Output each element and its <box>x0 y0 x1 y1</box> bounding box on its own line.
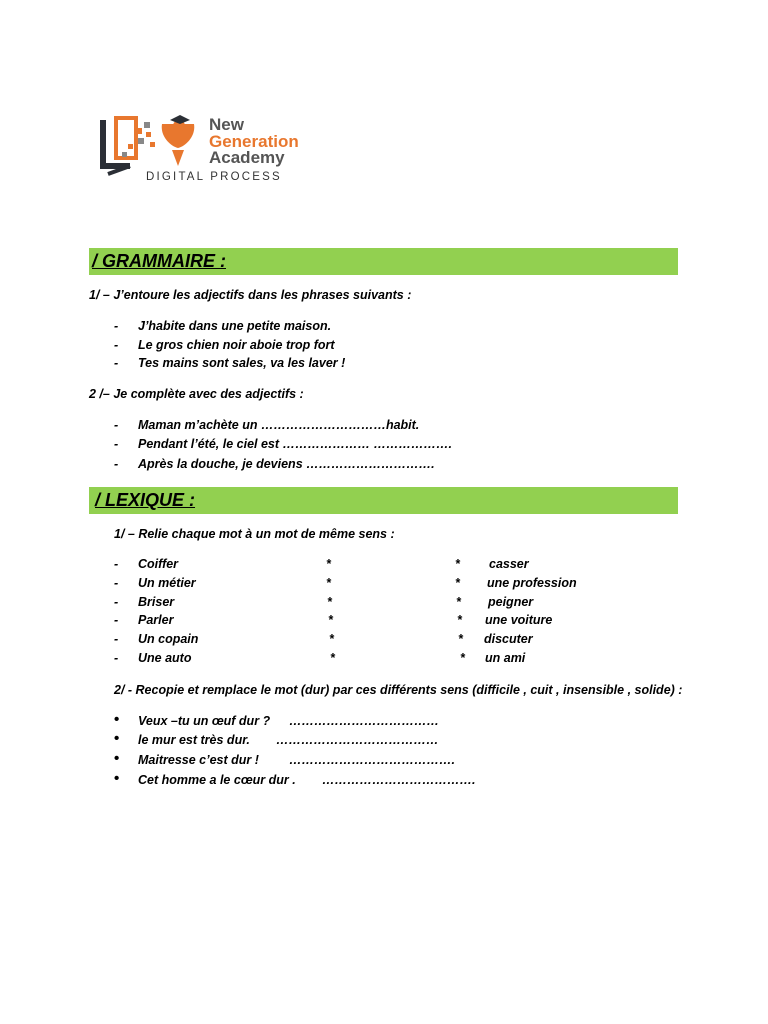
match-left-word: Coiffer <box>138 557 179 571</box>
q2-answer-blank: ………………………………… <box>276 733 439 747</box>
match-left-word: Briser <box>138 595 175 609</box>
match-right-word: peigner <box>488 595 534 609</box>
logo-word-academy: Academy <box>209 148 285 167</box>
match-right-word: casser <box>489 557 529 571</box>
list-dash: - <box>114 338 119 352</box>
grammaire-header <box>89 248 678 275</box>
lexique-header <box>89 487 678 514</box>
bullet-mark: • <box>114 730 120 747</box>
list-dash: - <box>114 319 119 333</box>
logo-graphic <box>100 114 210 176</box>
list-dash: - <box>114 595 119 609</box>
match-right-word: une voiture <box>485 613 553 627</box>
q2-sentence: Maitresse c’est dur ! <box>138 753 259 767</box>
grammaire-q1-item: Tes mains sont sales, va les laver ! <box>138 356 346 370</box>
grammaire-q2-item: Maman m’achète un …………………………habit. <box>138 418 420 432</box>
grammaire-q2-item: Pendant l’été, le ciel est ………………… ………………. <box>138 437 452 451</box>
match-star-left: * <box>327 595 332 609</box>
match-left-word: Une auto <box>138 651 192 665</box>
q2-sentence: Veux –tu un œuf dur ? <box>138 714 271 728</box>
match-star-left: * <box>329 632 334 646</box>
q2-answer-blank: ……………………………… <box>289 714 439 728</box>
match-right-word: une profession <box>487 576 577 590</box>
match-star-right: * <box>456 595 461 609</box>
match-star-left: * <box>326 576 331 590</box>
list-dash: - <box>114 557 119 571</box>
bullet-mark: • <box>114 750 120 767</box>
bullet-mark: • <box>114 711 120 728</box>
bullet-mark: • <box>114 770 120 787</box>
match-left-word: Un copain <box>138 632 199 646</box>
match-star-left: * <box>328 613 333 627</box>
match-right-word: un ami <box>485 651 526 665</box>
match-star-right: * <box>460 651 465 665</box>
match-right-word: discuter <box>484 632 533 646</box>
match-left-word: Parler <box>138 613 174 627</box>
q2-sentence: le mur est très dur. <box>138 733 250 747</box>
list-dash: - <box>114 418 119 432</box>
grammaire-question-2: 2 /– Je complète avec des adjectifs : <box>89 387 304 401</box>
list-dash: - <box>114 437 119 451</box>
match-star-left: * <box>330 651 335 665</box>
logo-word-new: New <box>209 115 244 134</box>
list-dash: - <box>114 651 119 665</box>
grammaire-q1-item: Le gros chien noir aboie trop fort <box>138 338 335 352</box>
logo-subtitle: DIGITAL PROCESS <box>146 171 282 183</box>
match-star-right: * <box>455 557 460 571</box>
list-dash: - <box>114 632 119 646</box>
match-star-right: * <box>458 632 463 646</box>
q2-sentence: Cet homme a le cœur dur . <box>138 773 296 787</box>
logo-word-generation: Generation <box>209 132 299 151</box>
match-star-right: * <box>455 576 460 590</box>
grammaire-q2-item: Après la douche, je deviens …………………………. <box>138 457 435 471</box>
grammaire-question-1: 1/ – J’entoure les adjectifs dans les phrases suivants : <box>89 288 412 302</box>
list-dash: - <box>114 356 119 370</box>
academy-logo <box>100 114 330 184</box>
list-dash: - <box>114 457 119 471</box>
grammaire-title: / GRAMMAIRE : <box>92 251 226 271</box>
match-star-left: * <box>326 557 331 571</box>
lexique-question-1: 1/ – Relie chaque mot à un mot de même sens : <box>114 527 395 541</box>
lexique-title: / LEXIQUE : <box>95 490 196 510</box>
grammaire-q1-item: J’habite dans une petite maison. <box>138 319 332 333</box>
q2-answer-blank: …………………………………. <box>289 753 455 767</box>
match-left-word: Un métier <box>138 576 196 590</box>
lexique-question-2: 2/ - Recopie et remplace le mot (dur) par ces différents sens (difficile , cuit , insensible , solide) : <box>114 683 683 697</box>
list-dash: - <box>114 576 119 590</box>
q2-answer-blank: ………………………………. <box>322 773 476 787</box>
match-star-right: * <box>457 613 462 627</box>
list-dash: - <box>114 613 119 627</box>
